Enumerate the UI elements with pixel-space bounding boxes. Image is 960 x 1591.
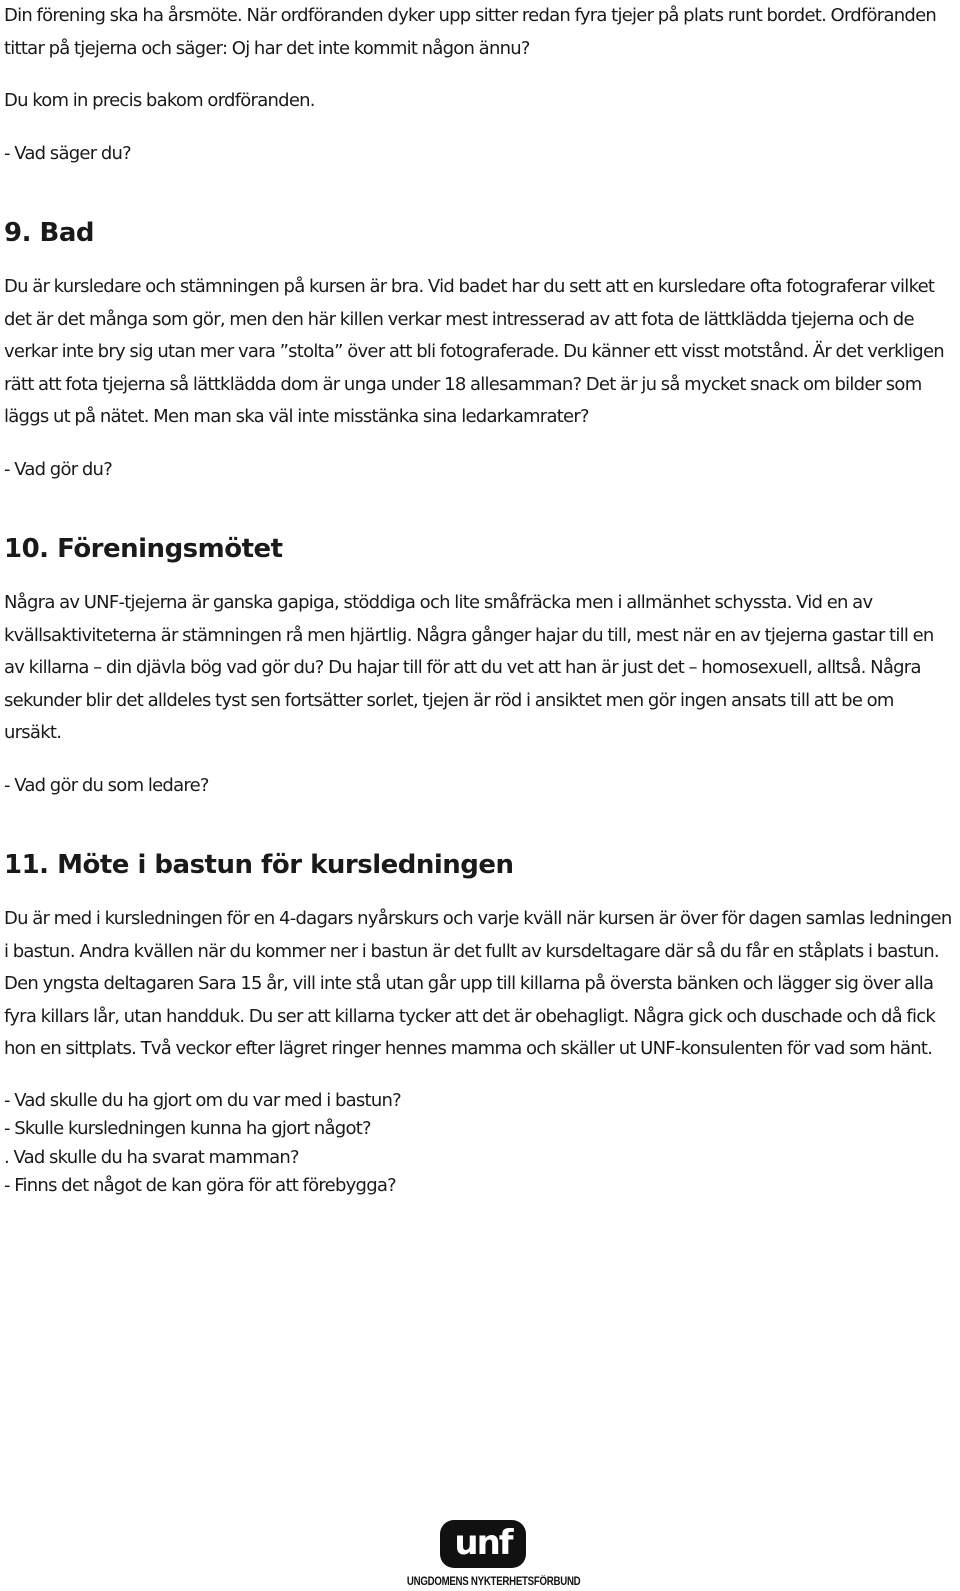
section-9-heading: 9. Bad (4, 218, 94, 248)
intro-question: - Vad säger du? (4, 142, 131, 164)
section-10-paragraph: Några av UNF-tjejerna är ganska gapiga, stöddiga och lite småfräcka men i allmänhet schyssta. Vid en av kvällsaktiviteterna är stämningen rå men hjärtlig. Några gånger hajar du till, mest när en av tjejerna gastar till en av killarna – din djävla bög vad gör du? Du hajar till för att du vet att han är just det – homosexuell, alltså. Några sekunder blir det alldeles tyst sen fortsätter sorlet, tjejen är röd i ansiktet men gör ingen ansats till att be om ursäkt. (4, 592, 934, 743)
unf-logo-tagline: UNGDOMENS NYKTERHETSFÖRBUND (406, 1576, 581, 1588)
section-10-heading: 10. Föreningsmötet (4, 534, 283, 564)
section-11-question-3: . Vad skulle du ha svarat mamman? (4, 1146, 299, 1168)
unf-logo-text: unf (454, 1523, 512, 1563)
section-9-paragraph: Du är kursledare och stämningen på kursen är bra. Vid badet har du sett att en kursledare ofta fotograferar vilket det är det många som gör, men den här killen verkar mest intresserad av att fota de lättklädda tjejerna och de verkar inte bry sig utan mer vara ”stolta” över att bli fotograferade. Du känner ett visst motstånd. Är det verkligen rätt att fota tjejerna så lättklädda dom är unga under 18 allesamman? Det är ju så mycket snack om bilder som läggs ut på nätet. Men man ska väl inte misstänka sina ledarkamrater? (4, 276, 944, 427)
section-10-question: - Vad gör du som ledare? (4, 774, 209, 796)
intro-paragraph: Din förening ska ha årsmöte. När ordföranden dyker upp sitter redan fyra tjejer på plats runt bordet. Ordföranden tittar på tjejerna och säger: Oj har det inte kommit någon ännu? (4, 5, 937, 59)
section-11-question-1: - Vad skulle du ha gjort om du var med i bastun? (4, 1089, 401, 1111)
section-11-paragraph: Du är med i kursledningen för en 4-dagars nyårskurs och varje kväll när kursen är över för dagen samlas ledningen i bastun. Andra kvällen när du kommer ner i bastun är det fullt av kursdeltagare där så du får en ståplats i bastun. Den yngsta deltagaren Sara 15 år, vill inte stå utan går upp till killarna på översta bänken och lägger sig över alla fyra killars lår, utan handduk. Du ser att killarna tycker att det är obehagligt. Några gick och duschade och då fick hon en sittplats. Två veckor efter lägret ringer hennes mamma och skäller ut UNF-konsulenten för vad som hänt. (4, 908, 952, 1059)
section-11-heading: 11. Möte i bastun för kursledningen (4, 850, 514, 880)
unf-logo-badge (440, 1520, 526, 1568)
document-page (4, 0, 954, 1201)
intro-line: Du kom in precis bakom ordföranden. (4, 90, 315, 111)
section-9-question: - Vad gör du? (4, 458, 113, 480)
section-11-question-4: - Finns det något de kan göra för att förebygga? (4, 1175, 396, 1196)
unf-logo (392, 1520, 581, 1591)
section-11-question-2: - Skulle kursledningen kunna ha gjort något? (4, 1118, 371, 1139)
